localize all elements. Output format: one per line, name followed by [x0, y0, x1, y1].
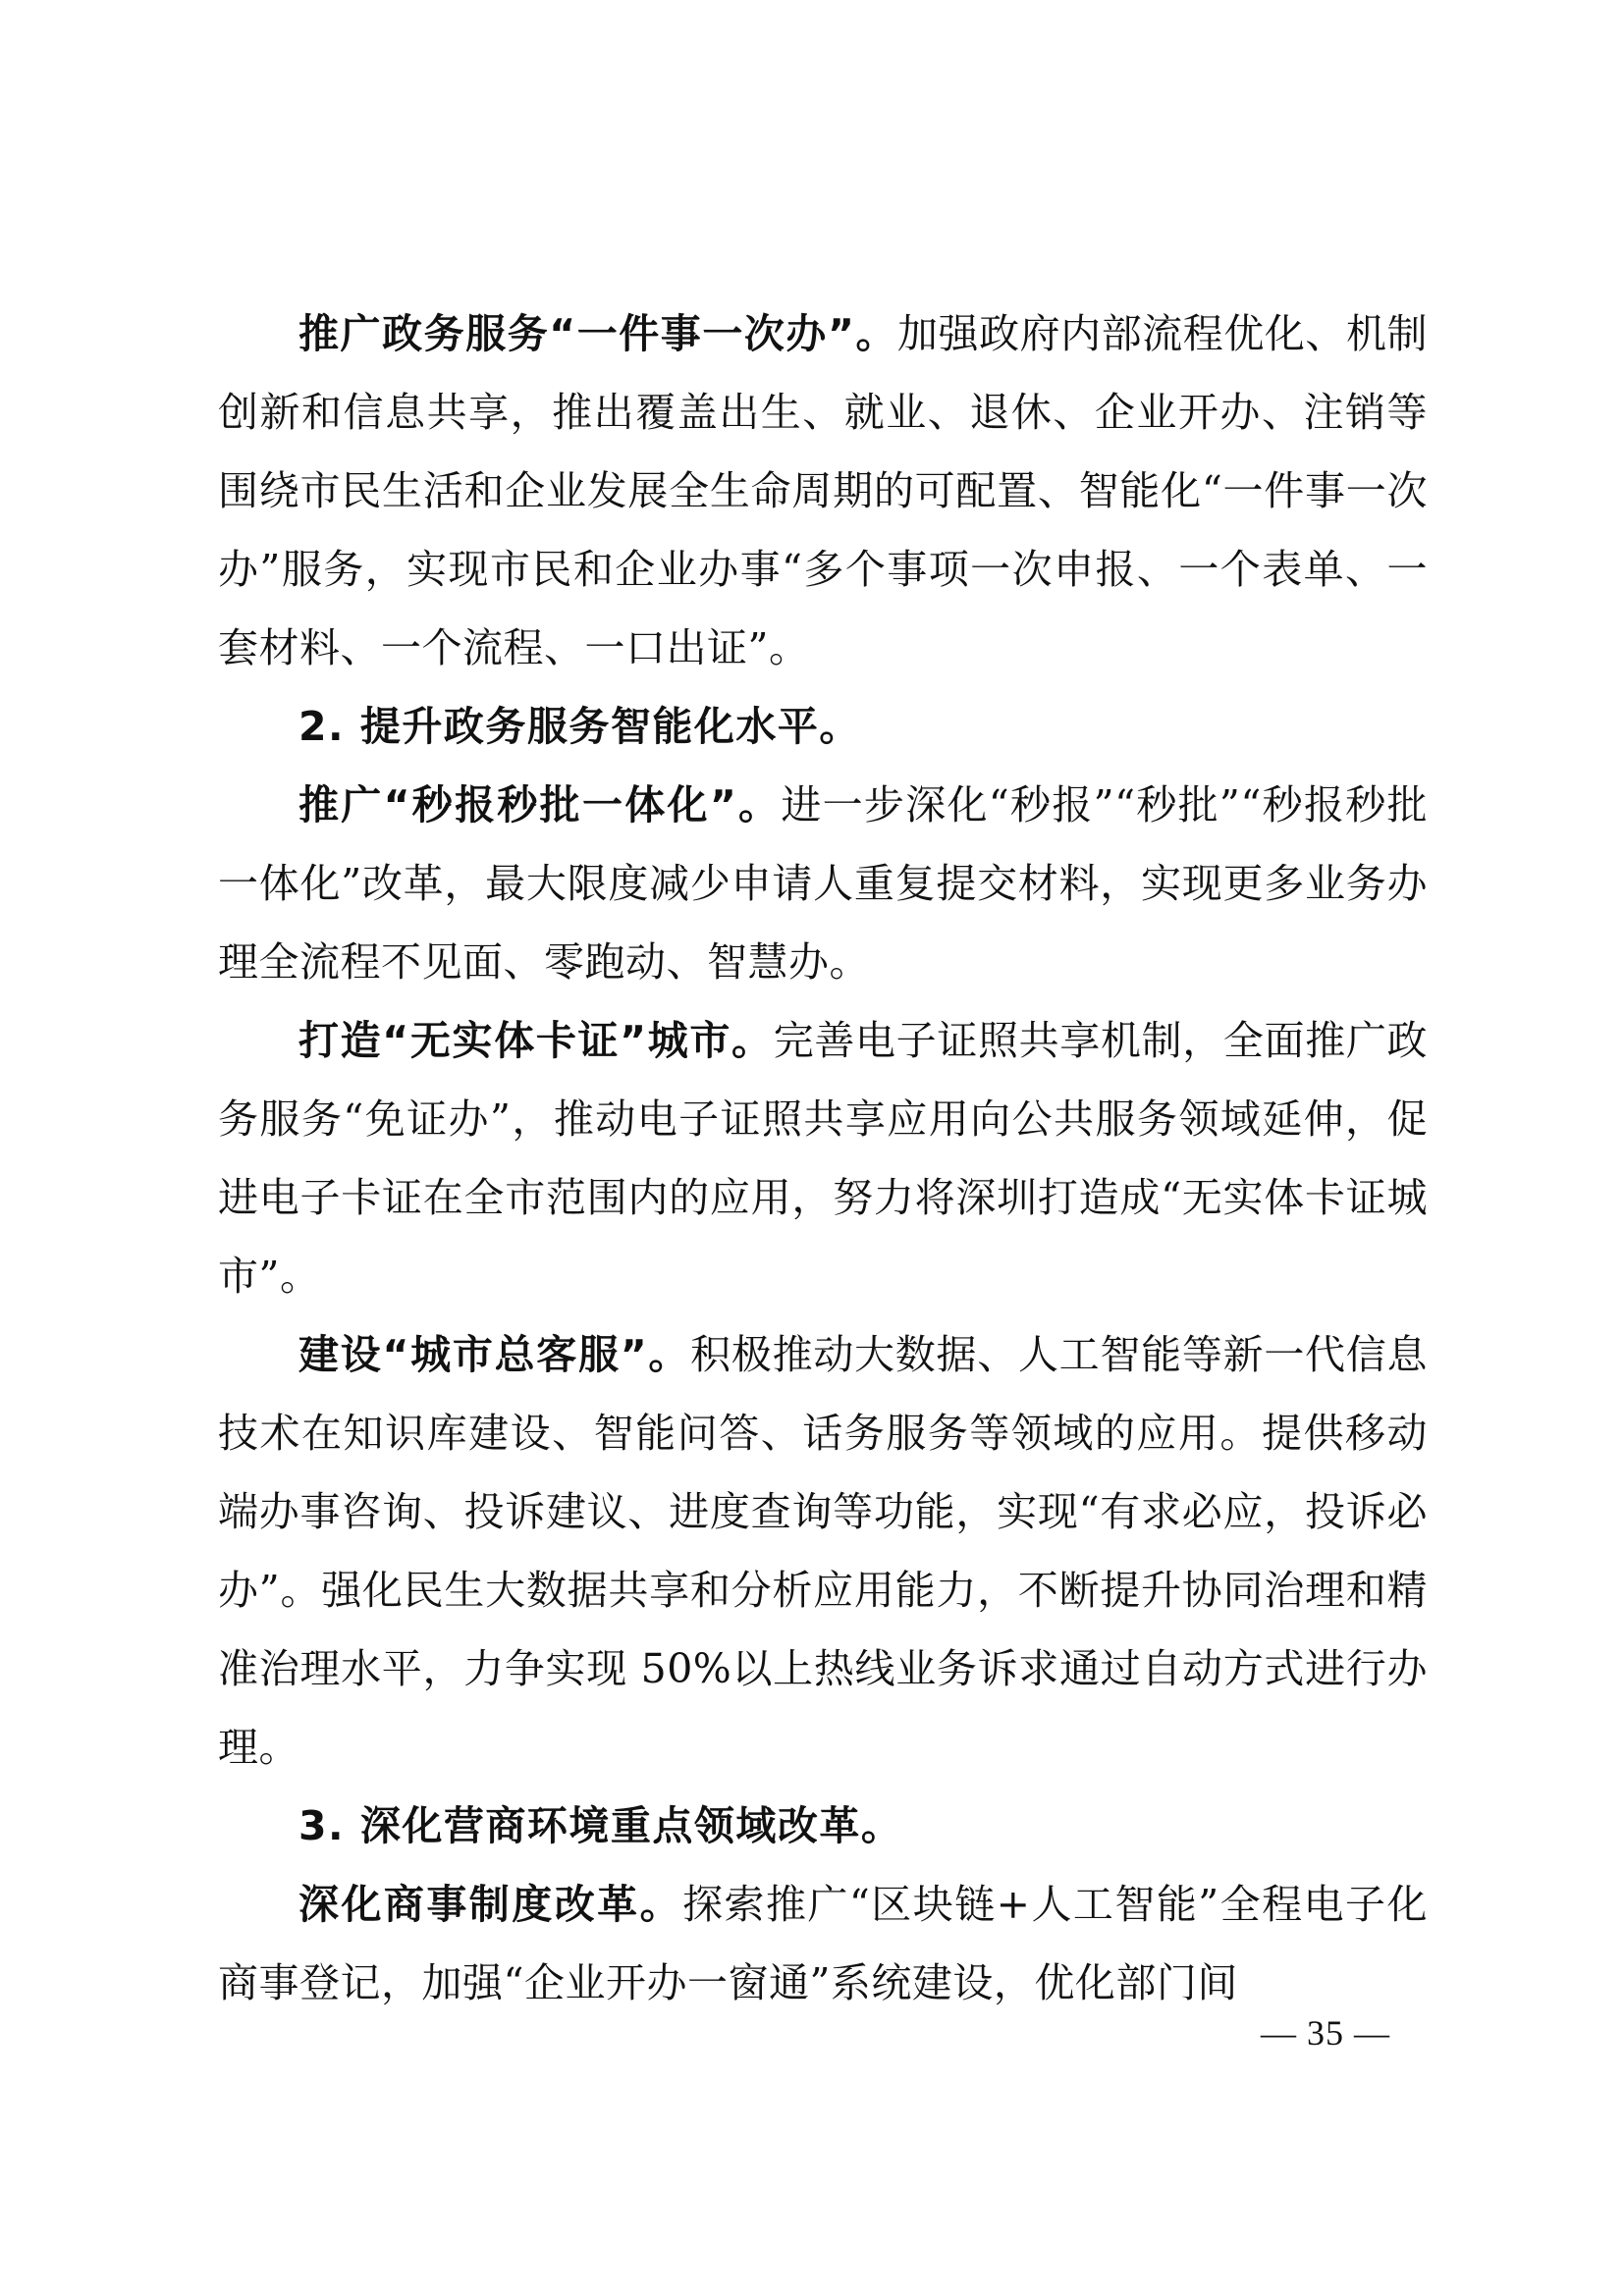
- paragraph-text: 积极推动大数据、人工智能等新一代信息技术在知识库建设、智能问答、话务服务等领域的应用。提供移动端办事咨询、投诉建议、进度查询等功能，实现“有求必应，投诉必办”。强化民生大数据共享和分析应用能力，不断提升协同治理和精准治理水平，力争实现 50%以上热线业务诉求通过自动方式进行办理。: [218, 1331, 1428, 1771]
- paragraph-instant-approval: [218, 766, 1428, 1001]
- paragraph-lead: 深化商事制度改革。: [298, 1881, 683, 1928]
- paragraph-lead: 建设“城市总客服”。: [298, 1331, 691, 1378]
- paragraph-cardless-city: [218, 1001, 1428, 1315]
- paragraph-city-customer-service: [218, 1315, 1428, 1787]
- paragraph-commercial-registration-reform: [218, 1865, 1428, 2022]
- page-number: — 35 —: [1261, 2013, 1390, 2053]
- document-body: [218, 294, 1428, 2022]
- section-heading-2: 2. 提升政务服务智能化水平。: [298, 703, 861, 750]
- paragraph-lead: 推广政务服务“一件事一次办”。: [298, 310, 897, 357]
- paragraph-lead: 打造“无实体卡证”城市。: [298, 1017, 774, 1064]
- section-heading-3: 3. 深化营商环境重点领域改革。: [298, 1802, 903, 1849]
- paragraph-text: 完善电子证照共享机制，全面推广政务服务“免证办”，推动电子证照共享应用向公共服务领域延伸，促进电子卡证在全市范围内的应用，努力将深圳打造成“无实体卡证城市”。: [218, 1017, 1428, 1300]
- paragraph-one-event-one-service: [218, 294, 1428, 687]
- paragraph-text: 进一步深化“秒报”“秒批”“秒报秒批一体化”改革，最大限度减少申请人重复提交材料，实现更多业务办理全流程不见面、零跑动、智慧办。: [218, 781, 1428, 986]
- paragraph-text: 加强政府内部流程优化、机制创新和信息共享，推出覆盖出生、就业、退休、企业开办、注销等围绕市民生活和企业发展全生命周期的可配置、智能化“一件事一次办”服务，实现市民和企业办事“多个事项一次申报、一个表单、一套材料、一个流程、一口出证”。: [218, 310, 1428, 671]
- paragraph-text: 探索推广“区块链+人工智能”全程电子化商事登记，加强“企业开办一窗通”系统建设，优化部门间: [218, 1881, 1428, 2006]
- paragraph-lead: 推广“秒报秒批一体化”。: [298, 781, 782, 828]
